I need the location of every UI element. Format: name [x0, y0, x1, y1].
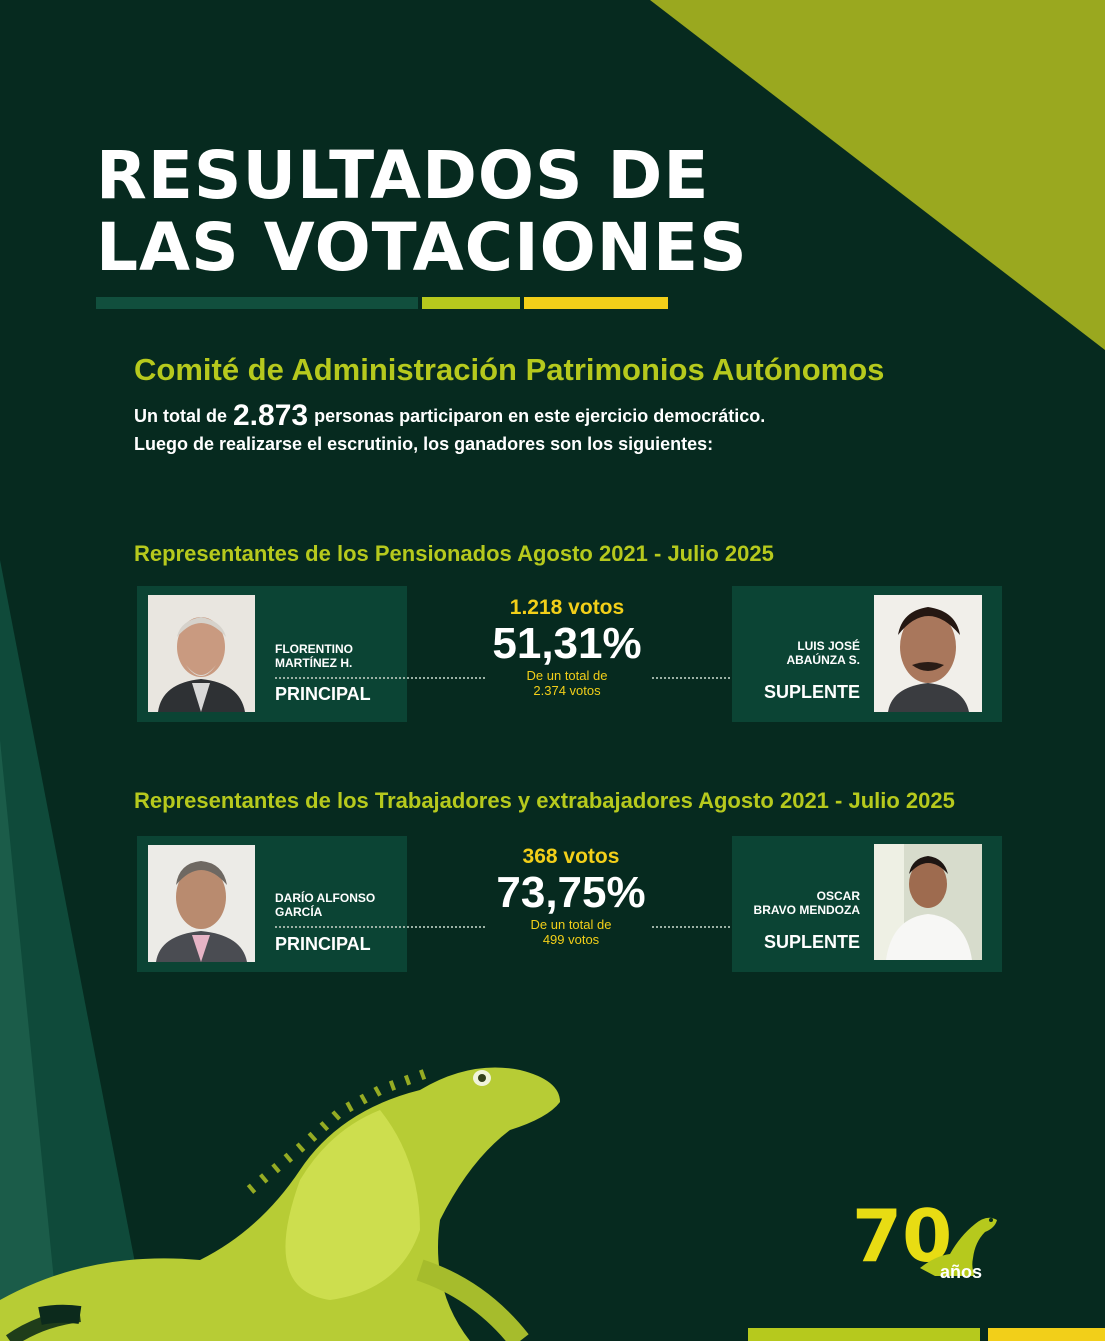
vote-total-line-1: De un total de [530, 917, 612, 932]
principal-name: DARÍO ALFONSO GARCÍA [275, 891, 376, 919]
suplente-name: LUIS JOSÉ ABAÚNZA S. [786, 639, 860, 667]
principal-role: PRINCIPAL [275, 684, 371, 704]
intro-prefix: Un total de [134, 406, 227, 426]
bottom-yellow-bar [988, 1328, 1105, 1341]
person-portrait-icon [874, 595, 982, 712]
title-line-1: RESULTADOS DE [96, 137, 710, 214]
title-line-2: LAS VOTACIONES [96, 209, 748, 286]
anniversary-logo-word: años [940, 1262, 983, 1282]
candidate-photo [148, 595, 255, 712]
committee-name: Comité de Administración Patrimonios Autónomos [134, 352, 885, 387]
intro-text [134, 399, 766, 458]
vote-total-line-2: 2.374 votos [533, 683, 601, 698]
suplente-card [732, 836, 1002, 972]
candidate-photo [874, 595, 982, 712]
person-portrait-icon [148, 845, 255, 962]
vote-total-line-1: De un total de [526, 668, 608, 683]
dotted-connector-left [275, 677, 485, 679]
title-underline-green [422, 297, 520, 309]
title-underline-yellow [524, 297, 668, 309]
suplente-role: SUPLENTE [763, 682, 860, 702]
suplente-name: OSCAR BRAVO MENDOZA [753, 889, 860, 917]
section-title-trabajadores: Representantes de los Trabajadores y extrabajadores Agosto 2021 - Julio 2025 [134, 788, 955, 813]
intro-line-2: Luego de realizarse el escrutinio, los ganadores son los siguientes: [134, 434, 714, 454]
principal-role: PRINCIPAL [275, 934, 371, 954]
vote-count: 1.218 votos [509, 596, 625, 619]
vote-total-line-2: 499 votos [542, 932, 600, 947]
vote-result [476, 845, 666, 947]
intro-suffix: personas participaron en este ejercicio democrático. [314, 406, 766, 426]
person-portrait-icon [874, 844, 982, 960]
dotted-connector-left [275, 926, 485, 928]
principal-card [137, 586, 407, 722]
vote-percentage: 51,31% [492, 619, 642, 668]
vote-result [472, 596, 662, 698]
page-title [96, 137, 748, 286]
suplente-role: SUPLENTE [763, 932, 860, 952]
candidate-photo [874, 844, 982, 960]
principal-card [137, 836, 407, 972]
anniversary-logo-number: 70 [852, 1194, 953, 1278]
principal-name: FLORENTINO MARTÍNEZ H. [275, 642, 353, 670]
iguana-illustration [0, 1050, 600, 1341]
bottom-green-bar [748, 1328, 980, 1341]
suplente-card [732, 586, 1002, 722]
person-portrait-icon [148, 595, 255, 712]
title-underline-dark [96, 297, 418, 309]
vote-count: 368 votos [522, 845, 620, 868]
intro-total: 2.873 [233, 399, 309, 432]
candidate-photo [148, 845, 255, 962]
section-title-pensionados: Representantes de los Pensionados Agosto 2021 - Julio 2025 [134, 541, 774, 566]
vote-percentage: 73,75% [496, 868, 646, 917]
